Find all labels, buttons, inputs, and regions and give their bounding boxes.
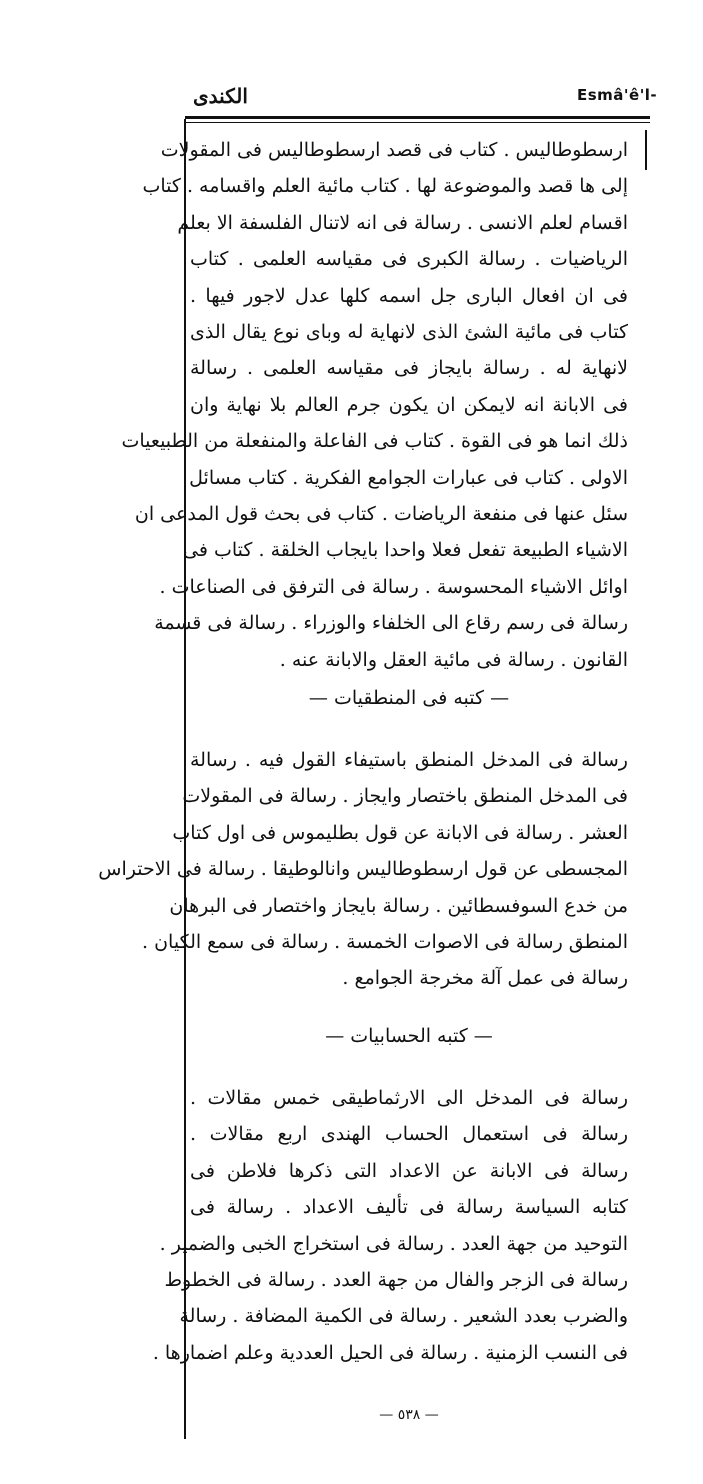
text-line: كتابه السياسة رسالة فى تأليف الاعداد . رسالة فى	[190, 1196, 628, 1219]
text-line: فى المدخل المنطق باختصار وايجاز . رسالة فى المقولات	[182, 785, 628, 808]
text-line: رسالة فى المدخل الى الارثماطيقى خمس مقالات .	[190, 1087, 628, 1109]
text-line: العشر . رسالة فى الابانة عن قول بطليموس فى اول كتاب	[172, 821, 628, 844]
text-line: سئل عنها فى منفعة الرياضات . كتاب فى بحث قول المدعى ان	[134, 503, 628, 526]
section-1-body	[121, 132, 628, 678]
text-line: من خدع السوفسطائين . رسالة بايجاز واختصار فى البرهان	[169, 894, 628, 917]
text-line: رسالة فى استعمال الحساب الهندى اربع مقالات .	[190, 1123, 628, 1146]
section-3-body	[152, 1080, 628, 1371]
text-line: ذلك انما هو فى القوة . كتاب فى الفاعلة والمنفعلة من الطبيعيات	[121, 430, 628, 453]
right-margin-mark	[645, 130, 647, 170]
running-head-title: الكندى	[193, 84, 248, 108]
text-line: فى ان افعال البارى جل اسمه كلها عدل لاجور فيها .	[190, 284, 628, 307]
text-line: إلى ها قصد والموضوعة لها . كتاب مائية العلم واقسامه . كتاب	[142, 175, 628, 198]
text-line: كتاب فى مائية الشئ الذى لانهاية له وباى نوع يقال الذى	[190, 321, 628, 344]
text-line: رسالة فى الزجر والفال من جهة العدد . رسالة فى الخطوط	[164, 1269, 628, 1292]
text-line: المنطق رسالة فى الاصوات الخمسة . رسالة فى سمع الكيان .	[142, 931, 628, 954]
section-2-body	[98, 742, 628, 997]
text-line: رسالة فى المدخل المنطق باستيفاء القول فيه . رسالة	[190, 749, 628, 771]
header-rule-thin	[185, 122, 650, 123]
text-line: المجسطى عن قول ارسطوطاليس وانالوطيقا . رسالة فى الاحتراس	[98, 858, 628, 881]
text-line: رسالة فى الابانة عن الاعداد التى ذكرها فلاطن فى	[190, 1159, 628, 1182]
text-line: اقسام لعلم الانسى . رسالة فى انه لاتنال الفلسفة الا بعلم	[177, 211, 628, 234]
page-number: — ٥٣٨ —	[379, 1407, 439, 1423]
text-line: رسالة فى رسم رقاع الى الخلفاء والوزراء . رسالة فى قسمة	[154, 612, 628, 635]
text-line: الرياضيات . رسالة الكبرى فى مقياسه العلمى . كتاب	[190, 248, 628, 271]
text-line: اوائل الاشياء المحسوسة . رسالة فى الترفق فى الصناعات .	[159, 575, 628, 598]
text-line: رسالة فى عمل آلة مخرجة الجوامع .	[342, 967, 628, 990]
running-head	[183, 84, 658, 114]
text-line: لانهاية له . رسالة بايجاز فى مقياسه العلمى . رسالة	[190, 357, 628, 380]
header-rule	[185, 116, 650, 119]
section-heading-arithmetic: — كتبه الحسابيات —	[325, 1025, 493, 1047]
text-line: التوحيد من جهة العدد . رسالة فى استخراج الخبى والضمير .	[159, 1232, 628, 1255]
text-line: ارسطوطاليس . كتاب فى قصد ارسطوطاليس فى المقولات	[160, 139, 628, 161]
section-heading-logic: — كتبه فى المنطقيات —	[308, 687, 510, 709]
text-line: والضرب بعدد الشعير . رسالة فى الكمية المضافة . رسالة	[179, 1305, 628, 1328]
text-line: الاشياء الطبيعة تفعل فعلا واحدا بايجاب الخلقة . كتاب فى	[183, 539, 628, 562]
running-head-abbrev: Esmâ'ê'l-	[577, 86, 658, 104]
text-line: القانون . رسالة فى مائية العقل والابانة عنه .	[279, 648, 628, 671]
text-line: فى الابانة انه لايمكن ان يكون جرم العالم بلا نهاية وان	[190, 393, 628, 416]
text-line: الاولى . كتاب فى عبارات الجوامع الفكرية . كتاب مسائل	[189, 466, 628, 489]
text-line: فى النسب الزمنية . رسالة فى الحيل العددية وعلم اضمارها .	[152, 1341, 628, 1364]
